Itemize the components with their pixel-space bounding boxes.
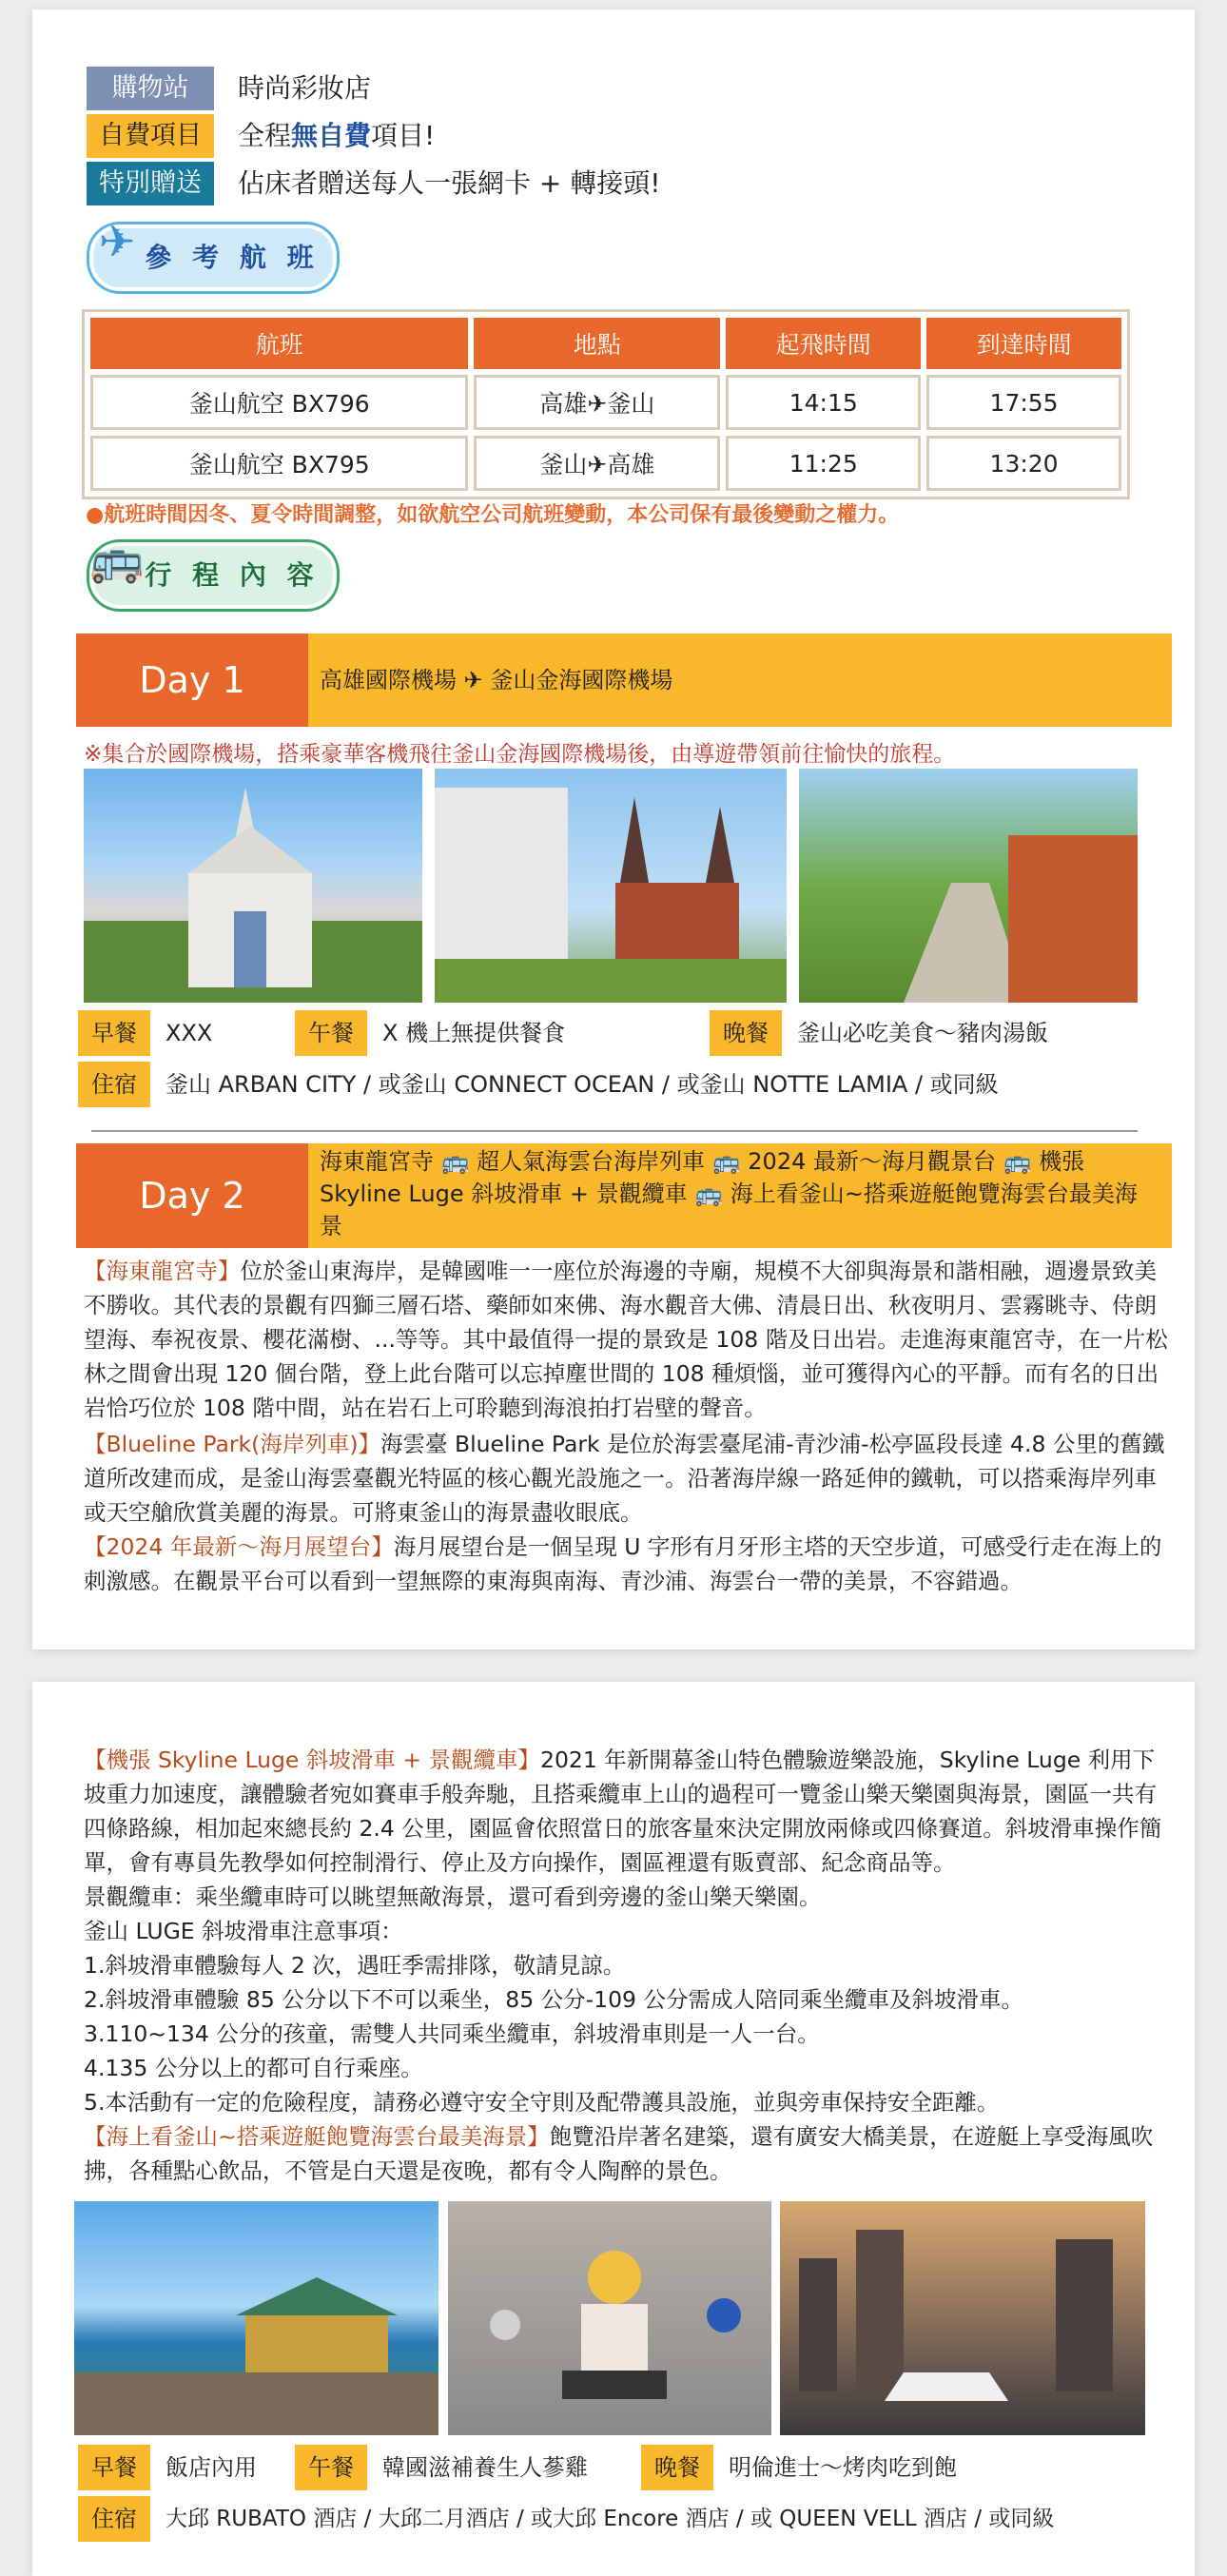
shopping-value: 時尚彩妝店 [238, 72, 372, 104]
header-flight: 航班 [90, 318, 468, 369]
day2-title: 海東龍宮寺 🚌 超人氣海雲台海岸列車 🚌 2024 最新～海月觀景台 🚌 機張 Skyline Luge 斜坡滑車 + 景觀纜車 🚌 海上看釜山~搭乘遊艇飽覽海雲台最美海景 [320, 1148, 1138, 1239]
itinerary-card-1 [32, 10, 1195, 1649]
luge-rule-3: 3.110~134 公分的孩童，需雙人共同乘坐纜車，斜坡滑車則是一人一台。 [84, 2020, 820, 2047]
temple-coast-photo [74, 2201, 438, 2435]
hotel-tag: 住宿 [78, 2496, 150, 2542]
flight-badge [89, 216, 337, 291]
day2-paragraph-4 [84, 1743, 1176, 1880]
self-pay-highlight: 無自費 [291, 120, 372, 151]
departure-cell: 14:15 [726, 375, 921, 430]
skyline-illustration [780, 2201, 1145, 2435]
flight-badge-label: 參 考 航 班 [145, 242, 320, 273]
day1-lunch: X 機上無提供餐食 [382, 1020, 566, 1046]
p1-text: 位於釜山東海岸，是韓國唯一一座位於海邊的寺廟，規模不大卻與海景和諧相融，週邊景致美不勝收。其代表的景觀有四獅三層石塔、藥師如來佛、海水觀音大佛、清晨日出、秋夜明月、雲霧眺寺、侍朗望海、奉祝夜景、櫻花滿樹、...等等。其中最值得一提的景致是 108 階及日出岩。走進海東龍宮寺，在一片松林之間會出現 120 個台階，登上此台階可以忘掉塵世間的 108 種煩惱，並可獲得內心的平靜。而有名的日出岩恰巧位於 108 階中間，站在岩石上可聆聽到海浪拍打岩壁的聲音。 [84, 1258, 1168, 1421]
city-yacht-photo [780, 2201, 1145, 2435]
p3-title: 【2024 年最新～海月展望台】 [84, 1533, 394, 1560]
day2-paragraph-2 [84, 1427, 1176, 1530]
cathedral-photo-1 [84, 769, 422, 1003]
header-departure: 起飛時間 [726, 318, 921, 369]
bus-icon: 🚌 [89, 534, 150, 585]
p2-text: 海雲臺 Blueline Park 是位於海雲臺尾浦-青沙浦-松亭區段長達 4.8 公里的舊鐵道所改建而成，是釜山海雲臺觀光特區的核心觀光設施之一。沿著海岸線一路延伸的鐵軌，可以搭乘海岸列車或天空艙欣賞美麗的海景。可將東釜山的海景盡收眼底。 [84, 1431, 1165, 1526]
day2-breakfast: 飯店內用 [166, 2454, 257, 2481]
location-cell: 高雄✈釜山 [474, 375, 720, 430]
day2-hotel: 大邱 RUBATO 酒店 / 大邱二月酒店 / 或大邱 Encore 酒店 / 或 QUEEN VELL 酒店 / 或同級 [166, 2507, 1055, 2531]
temple-illustration [74, 2201, 438, 2435]
day2-bar [76, 1143, 1172, 1248]
airplane-icon: ✈ [98, 216, 142, 267]
day2-paragraph-7 [84, 2119, 1176, 2188]
itinerary-badge [89, 534, 337, 609]
header-arrival: 到達時間 [926, 318, 1121, 369]
flight-table [85, 312, 1127, 497]
stairs-photo [799, 769, 1138, 1003]
lunch-tag: 午餐 [295, 2445, 367, 2490]
divider [91, 1130, 1138, 1132]
p1-title: 【海東龍宮寺】 [84, 1258, 241, 1284]
itinerary-card-2 [32, 1682, 1195, 2576]
flight-table-header [90, 318, 1121, 369]
gift-value: 佔床者贈送每人一張網卡 + 轉接頭! [238, 167, 661, 199]
flight-note: ●航班時間因冬、夏令時間調整，如欲航空公司航班變動，本公司保有最後變動之權力。 [86, 503, 900, 527]
luge-rule-5: 5.本活動有一定的危險程度，請務必遵守安全守則及配帶護具設施，並與旁車保持安全距離。 [84, 2089, 1000, 2116]
header-location: 地點 [474, 318, 720, 369]
table-row [90, 375, 1121, 430]
self-pay-prefix: 全程 [238, 120, 292, 151]
self-pay-tag: 自費項目 [87, 114, 214, 158]
p4-title: 【機張 Skyline Luge 斜坡滑車 + 景觀纜車】 [84, 1747, 540, 1773]
day1-bar [76, 634, 1172, 727]
day1-title: 高雄國際機場 ✈ 釜山金海國際機場 [320, 667, 673, 693]
lunch-tag: 午餐 [295, 1010, 367, 1056]
arrival-cell: 13:20 [926, 436, 1121, 491]
luge-rules-heading: 釜山 LUGE 斜坡滑車注意事項： [84, 1918, 403, 1944]
p3-text: 海月展望台是一個呈現 U 字形有月牙形主塔的天空步道，可感受行走在海上的刺激感。在觀景平台可以看到一望無際的東海與南海、青沙浦、海雲台一帶的美景，不容錯過。 [84, 1533, 1162, 1594]
red-church-illustration [435, 769, 787, 1003]
luge-rule-2: 2.斜坡滑車體驗 85 公分以下不可以乘坐，85 公分-109 公分需成人陪同乘坐纜車及斜坡滑車。 [84, 1986, 1023, 2013]
day1-label: Day 1 [76, 634, 308, 727]
table-row [90, 436, 1121, 491]
self-pay-value [238, 114, 435, 158]
cable-car-note: 景觀纜車：乘坐纜車時可以眺望無敵海景，還可看到旁邊的釜山樂天樂園。 [84, 1883, 822, 1910]
flight-cell: 釜山航空 BX795 [90, 436, 468, 491]
hotel-tag: 住宿 [78, 1062, 150, 1107]
day1-hotel: 釜山 ARBAN CITY / 或釜山 CONNECT OCEAN / 或釜山 NOTTE LAMIA / 或同級 [166, 1071, 999, 1098]
day2-paragraph-1 [84, 1254, 1176, 1425]
dinner-tag: 晚餐 [710, 1010, 782, 1056]
luge-rule-1: 1.斜坡滑車體驗每人 2 次，遇旺季需排隊，敬請見諒。 [84, 1952, 626, 1979]
day1-note: ※集合於國際機場，搭乘豪華客機飛往釜山金海國際機場後，由導遊帶領前往愉快的旅程。 [84, 742, 956, 767]
cathedral-photo-2 [435, 769, 787, 1003]
dinner-tag: 晚餐 [641, 2445, 713, 2490]
arrival-cell: 17:55 [926, 375, 1121, 430]
luge-illustration [448, 2201, 771, 2435]
day2-lunch: 韓國滋補養生人蔘雞 [382, 2454, 588, 2481]
breakfast-tag: 早餐 [78, 1010, 150, 1056]
p7-title: 【海上看釜山~搭乘遊艇飽覽海雲台最美海景】 [84, 2123, 550, 2150]
flight-cell: 釜山航空 BX796 [90, 375, 468, 430]
day1-breakfast: XXX [166, 1020, 213, 1046]
day1-dinner: 釜山必吃美食～豬肉湯飯 [797, 1020, 1048, 1046]
day2-dinner: 明倫進士～烤肉吃到飽 [729, 2454, 957, 2481]
p4-text: 2021 年新開幕釜山特色體驗遊樂設施，Skyline Luge 利用下坡重力加速度，讓體驗者宛如賽車手般奔馳，且搭乘纜車上山的過程可一覽釜山樂天樂園與海景，園區一共有四條路線，相加起來總長約 2.4 公里，園區會依照當日的旅客量來決定開放兩條或四條賽道。斜坡滑車操作簡單，會有專員先教學如何控制滑行、停止及方向操作，園區裡還有販賣部、紀念商品等。 [84, 1747, 1162, 1876]
itinerary-badge-label: 行 程 內 容 [145, 559, 320, 591]
breakfast-tag: 早餐 [78, 2445, 150, 2490]
cathedral-illustration [84, 769, 422, 1003]
p2-title: 【Blueline Park(海岸列車)】 [84, 1431, 381, 1457]
gift-tag: 特別贈送 [87, 162, 214, 205]
luge-rule-4: 4.135 公分以上的都可自行乘座。 [84, 2055, 423, 2081]
departure-cell: 11:25 [726, 436, 921, 491]
location-cell: 釜山✈高雄 [474, 436, 720, 491]
p7-text: 飽覽沿岸著名建築，還有廣安大橋美景，在遊艇上享受海風吹拂，各種點心飲品，不管是白天還是夜晚，都有令人陶醉的景色。 [84, 2123, 1154, 2184]
day2-paragraph-3 [84, 1530, 1176, 1598]
shopping-tag: 購物站 [87, 67, 214, 110]
luge-riders-photo [448, 2201, 771, 2435]
day2-label: Day 2 [76, 1143, 308, 1248]
self-pay-suffix: 項目! [371, 120, 436, 151]
stairs-illustration [799, 769, 1138, 1003]
